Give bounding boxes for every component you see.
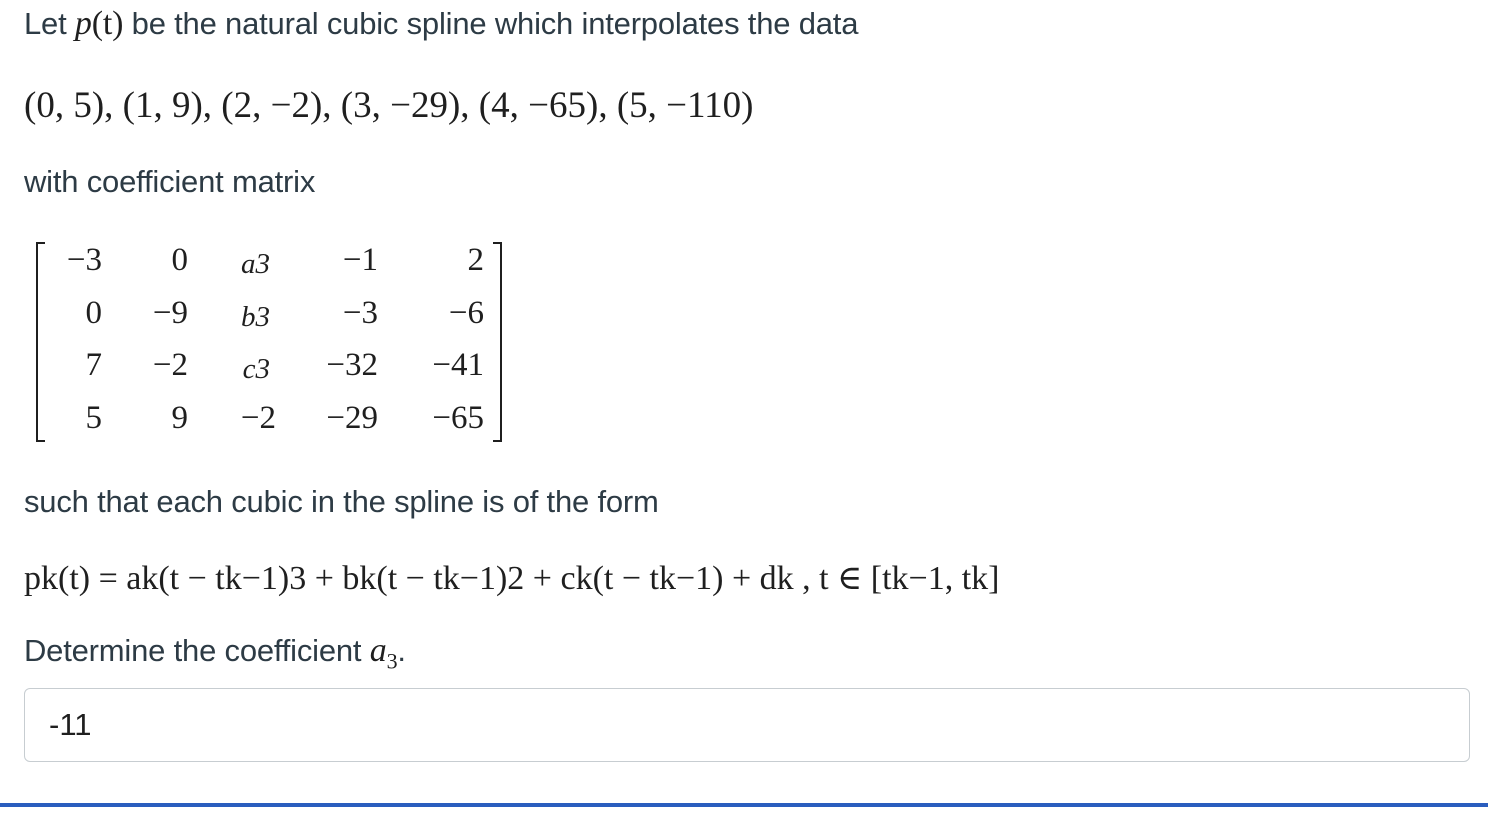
- matrix-cell: −32: [326, 347, 378, 383]
- matrix-cell: 0: [85, 295, 102, 331]
- matrix-cell: 2: [467, 242, 484, 278]
- matrix-cell: 0: [171, 242, 188, 278]
- matrix-intro-text: with coefficient matrix: [24, 164, 316, 199]
- intro-text-before: Let: [24, 6, 75, 41]
- matrix-cell: −41: [432, 347, 484, 383]
- task-coefficient-subscript: 3: [386, 648, 398, 674]
- intro-line: [24, 4, 858, 44]
- intro-function-argument: (t): [91, 5, 124, 42]
- matrix-cell: −3: [66, 242, 102, 278]
- matrix-cell: a3: [241, 248, 270, 280]
- task-coefficient-symbol: a: [369, 632, 387, 669]
- matrix-cell: −65: [432, 400, 484, 436]
- matrix-cell: −1: [342, 242, 378, 278]
- matrix-cell: 7: [85, 347, 102, 383]
- coefficient-matrix: [36, 238, 502, 438]
- task-text: [24, 631, 406, 674]
- task-text-after: .: [397, 633, 406, 668]
- form-intro-text: such that each cubic in the spline is of the form: [24, 484, 659, 519]
- spline-form-formula: pk(t) = ak(t − tk−1)3 + bk(t − tk−1)2 + ck(t − tk−1) + dk , t ∈ [tk−1, tk]: [24, 560, 1000, 597]
- data-points: (0, 5), (1, 9), (2, −2), (3, −29), (4, −65), (5, −110): [24, 85, 754, 126]
- intro-function-symbol: p: [74, 5, 92, 42]
- matrix-cell: −6: [448, 295, 484, 331]
- matrix-cell: c3: [242, 353, 270, 385]
- matrix-left-bracket: [36, 242, 45, 442]
- matrix-cell: −2: [152, 347, 188, 383]
- matrix-cell: 5: [85, 400, 102, 436]
- answer-input[interactable]: [24, 688, 1470, 762]
- matrix-cell: −3: [342, 295, 378, 331]
- matrix-cell: −2: [240, 400, 276, 436]
- task-text-before: Determine the coefficient: [24, 633, 370, 668]
- intro-text-after: be the natural cubic spline which interpolates the data: [123, 6, 859, 41]
- answer-value: -11: [49, 707, 92, 742]
- matrix-right-bracket: [493, 242, 502, 442]
- bottom-divider: [0, 803, 1488, 807]
- matrix-cell: −29: [326, 400, 378, 436]
- matrix-cell: b3: [241, 301, 270, 333]
- matrix-cell: −9: [152, 295, 188, 331]
- matrix-cell: 9: [171, 400, 188, 436]
